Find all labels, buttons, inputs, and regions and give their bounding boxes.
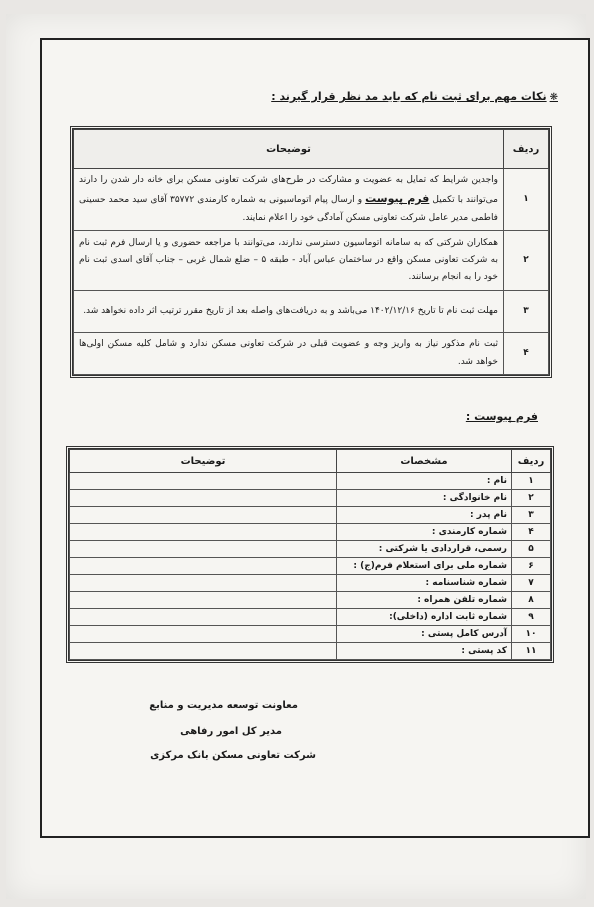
form-row-entry[interactable] [70, 643, 337, 660]
form-row-field: نام خانوادگی : [337, 490, 512, 507]
signature-line-2: مدیر کل امور رفاهی [180, 726, 282, 737]
form-heading: فرم پیوست : [465, 410, 538, 423]
signature-line-3: شرکت تعاونی مسکن بانک مرکزی [150, 750, 316, 761]
form-row-num: ۷ [512, 575, 551, 592]
form-row-num: ۴ [512, 524, 551, 541]
notes-row-num: ۳ [504, 291, 549, 333]
form-row-entry[interactable] [70, 558, 337, 575]
form-row [70, 558, 551, 575]
notes-row-num: ۴ [504, 333, 549, 375]
form-row-num: ۱۰ [512, 626, 551, 643]
form-row-entry[interactable] [70, 490, 337, 507]
form-row-field: شماره تلفن همراه : [337, 592, 512, 609]
form-row-entry[interactable] [70, 541, 337, 558]
attached-form-link[interactable]: فرم پیوست [365, 192, 430, 206]
form-row-entry[interactable] [70, 609, 337, 626]
form-row-entry[interactable] [70, 473, 337, 490]
form-row-field: شماره ملی برای استعلام فرم(ج) : [337, 558, 512, 575]
notes-row-text-part: و ارسال پیام اتوماسیونی به شماره کارمندی ۳۵۷۷۲ آقای سید محمد حسینی فاطمی مدیر عامل شرکت تعاونی مسکن آمادگی خود را اعلام نمایند. [79, 195, 498, 223]
star-icon: ❋ [549, 92, 558, 103]
form-row-entry[interactable] [70, 524, 337, 541]
form-row [70, 643, 551, 660]
form-row-num: ۳ [512, 507, 551, 524]
notes-row [74, 169, 549, 231]
form-row-num: ۲ [512, 490, 551, 507]
form-row [70, 575, 551, 592]
notes-row [74, 231, 549, 291]
form-row [70, 490, 551, 507]
form-row-num: ۵ [512, 541, 551, 558]
page-frame [40, 38, 590, 838]
form-row-field: شماره ثابت اداره (داخلی): [337, 609, 512, 626]
form-row-entry[interactable] [70, 507, 337, 524]
notes-col-row: ردیف [504, 130, 549, 169]
form-row-entry[interactable] [70, 626, 337, 643]
notes-row-num: ۱ [504, 169, 549, 231]
form-table [69, 449, 551, 660]
form-row-entry[interactable] [70, 575, 337, 592]
form-row [70, 592, 551, 609]
form-row-field: آدرس کامل پستی : [337, 626, 512, 643]
form-row-field: کد پستی : [337, 643, 512, 660]
form-row-num: ۱۱ [512, 643, 551, 660]
form-row-num: ۹ [512, 609, 551, 626]
form-row [70, 524, 551, 541]
form-col-row: ردیف [512, 450, 551, 473]
notes-row-text: همکاران شرکتی که به سامانه اتوماسیون دسترسی ندارند، می‌توانند با مراجعه حضوری و یا ارسال فرم ثبت نام به شرکت تعاونی مسکن واقع در ساختمان عباس آباد - طبقه ۵ – ضلع شمال غربی – جناب آقای اسدی ثبت نام خود را به انجام برسانند. [74, 231, 504, 291]
signature-line-1: معاونت توسعه مدیریت و منابع [149, 700, 298, 711]
form-row-field: شماره شناسنامه : [337, 575, 512, 592]
form-row-num: ۸ [512, 592, 551, 609]
form-row-entry[interactable] [70, 592, 337, 609]
form-col-desc: توضیحات [70, 450, 337, 473]
form-row [70, 473, 551, 490]
notes-row-text-part: واجدین شرایط که تمایل به عضویت و مشارکت در طرح‌های شرکت تعاونی مسکن برای خانه دار شدن را دارند می‌توانند با تکمیل [79, 174, 498, 206]
form-row-field: رسمی، قراردادی یا شرکتی : [337, 541, 512, 558]
notes-row [74, 291, 549, 333]
notes-table [73, 129, 549, 375]
form-row [70, 541, 551, 558]
form-row-field: نام : [337, 473, 512, 490]
form-table-wrapper [66, 446, 554, 663]
notes-row-num: ۲ [504, 231, 549, 291]
notes-row-text: ثبت نام مذکور نیاز به واریز وجه و عضویت قبلی در شرکت تعاونی مسکن ندارد و شامل کلیه مسکن اولی‌ها خواهد شد. [74, 333, 504, 375]
notes-row-text: مهلت ثبت نام تا تاریخ ۱۴۰۲/۱۲/۱۶ می‌باشد و به دریافت‌های واصله بعد از تاریخ مقرر ترتیب اثر داده نخواهد شد. [74, 291, 504, 333]
paper-sheet [6, 14, 586, 899]
form-row-field: نام پدر : [337, 507, 512, 524]
notes-col-desc: توضیحات [74, 130, 504, 169]
form-row [70, 507, 551, 524]
form-row-field: شماره کارمندی : [337, 524, 512, 541]
notes-row-text [74, 169, 504, 231]
form-row-num: ۶ [512, 558, 551, 575]
form-col-field: مشخصات [337, 450, 512, 473]
form-row-num: ۱ [512, 473, 551, 490]
notes-title: نکات مهم برای ثبت نام که باید مد نظر قرار گیرند : [271, 90, 547, 103]
notes-row [74, 333, 549, 375]
notes-heading [271, 90, 558, 103]
form-row [70, 626, 551, 643]
notes-table-wrapper [70, 126, 552, 378]
form-row [70, 609, 551, 626]
